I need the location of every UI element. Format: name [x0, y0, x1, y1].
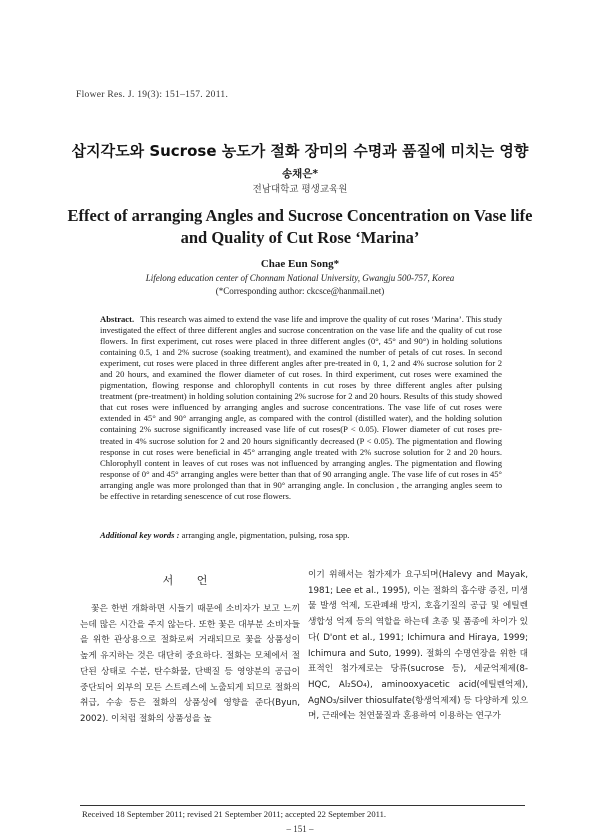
korean-affiliation: 전남대학교 평생교육원	[252, 184, 348, 195]
left-column	[80, 568, 300, 728]
page-number: – 151 –	[286, 824, 314, 834]
english-title: Effect of arranging Angles and Sucrose Concentration on Vase life and Quality of Cut Rose ‘Marina’	[67, 206, 533, 247]
keywords-label: Additional key words :	[100, 530, 180, 540]
section-heading-introduction: 서 언	[162, 574, 218, 587]
english-affiliation: Lifelong education center of Chonnam National University, Gwangju 500-757, Korea	[145, 273, 455, 283]
abstract-label: Abstract.	[100, 314, 135, 324]
keywords	[100, 530, 502, 540]
abstract-text: This research was aimed to extend the vase life and improve the quality of cut roses ‘Marina’. This study investigated the effect of three different angles and sucrose concentration on the vase life and the quality of cut rose flowers. In first experiment, cut roses were placed in three different angles (0°, 45° and 90°) in holding solutions containing 0.5, 1 and 2% sucrose (soaking treatment), and examined the number of petals of cut roses. In second experiment, cut roses were placed in three different angles after pre-treated in 0, 1, 2 and 4% sucrose solution for 2 and 20 hours, and examined the flower diameter of cut roses. In third experiment, cut roses were examined the pigmentation, flowing response and chlorophyll contents in cut roses by three different angles after pulsing treatment (pre-treatment) in holding solution containing 2% sucrose for 2 and 20 hours. Results of this study showed that cut roses were influenced by arranging angles and sucrose concentrations. The vase life of cut roses were extended in 45° and 90° arranging angle, as compared with the control (distilled water), and the holding solution containing 2% sucrose significantly increased vase life of cut roses(P < 0.05). Flower diameter of cut roses pre-treated in 4% sucrose solution for 2 and 20 hours significantly decreased (P < 0.05). The pigmentation and flowing response in cut roses were beneficial in 45° arranging angle treated with 2% sucrose solution for 2 and 20 hours. Chlorophyll content in leaves of cut roses was not influenced by arranging angles. The pigmentation and flowing response of 0° and 45° arranging angles were better than that of 90 arranging angle. The vase life of cut roses in 45° arranging angle was more prolonged than that in 90° arranging angle. In conclusion , the arranging angles seem to be effective in retarding senescence of cut rose flowers.	[100, 314, 502, 501]
journal-citation: Flower Res. J. 19(3): 151–157. 2011.	[76, 90, 229, 100]
english-author: Chae Eun Song*	[260, 258, 340, 270]
footnote-divider	[80, 805, 525, 806]
intro-paragraph-left: 꽃은 한번 개화하면 시들기 때문에 소비자가 보고 느끼는데 많은 시간을 주지 않는다. 또한 꽃은 대부분 소비자들을 위한 관상용으로 절화로써 거래되므로 꽃을 상품성이 높게 유지하는 것은 대단히 중요하다. 절화는 모체에서 절단된 상태로 수분, 탄수화물, 단백질 등 영양분의 공급이 중단되어 외부의 모든 스트레스에 노출되게 되므로 절화의 취급, 수송 등은 절화의 상품성에 영향을 준다(Byun, 2002). 이처럼 절화의 상품성을 높	[80, 604, 300, 724]
abstract	[100, 314, 502, 502]
korean-author: 송채은*	[282, 168, 318, 180]
received-dates: Received 18 September 2011; revised 21 September 2011; accepted 22 September 2011.	[82, 809, 387, 819]
intro-paragraph-right: 이기 위해서는 첨가제가 요구되며(Halevy and Mayak, 1981; Lee et al., 1995), 이는 절화의 흡수량 증진, 미생물 발생 억제, 도관폐쇄 방지, 호흡기질의 공급 및 에틸렌 생합성 억제 등의 역할을 하는데 초종 및 품종에 차이가 있다( D'ont et al., 1991; Ichimura and Hiraya, 1999; Ichimura and Suto, 1999). 절화의 수명연장을 위한 대표적인 첨가제로는 당류(sucrose 등), 세균억제제(8-HQC, Al₂SO₄), aminooxyacetic acid(에틸렌억제), AgNO₃/silver thiosulfate(항생억제제) 등 다양하게 있으며, 근래에는 천연물질과 혼용하여 이용하는 연구가	[308, 570, 528, 722]
keywords-text: arranging angle, pigmentation, pulsing, rosa spp.	[179, 530, 350, 540]
corresponding-author: (*Corresponding author: ckcsce@hanmail.net)	[215, 286, 385, 296]
right-column	[308, 568, 528, 725]
korean-title: 삽지각도와 Sucrose 농도가 절화 장미의 수명과 품질에 미치는 영향	[71, 142, 529, 160]
